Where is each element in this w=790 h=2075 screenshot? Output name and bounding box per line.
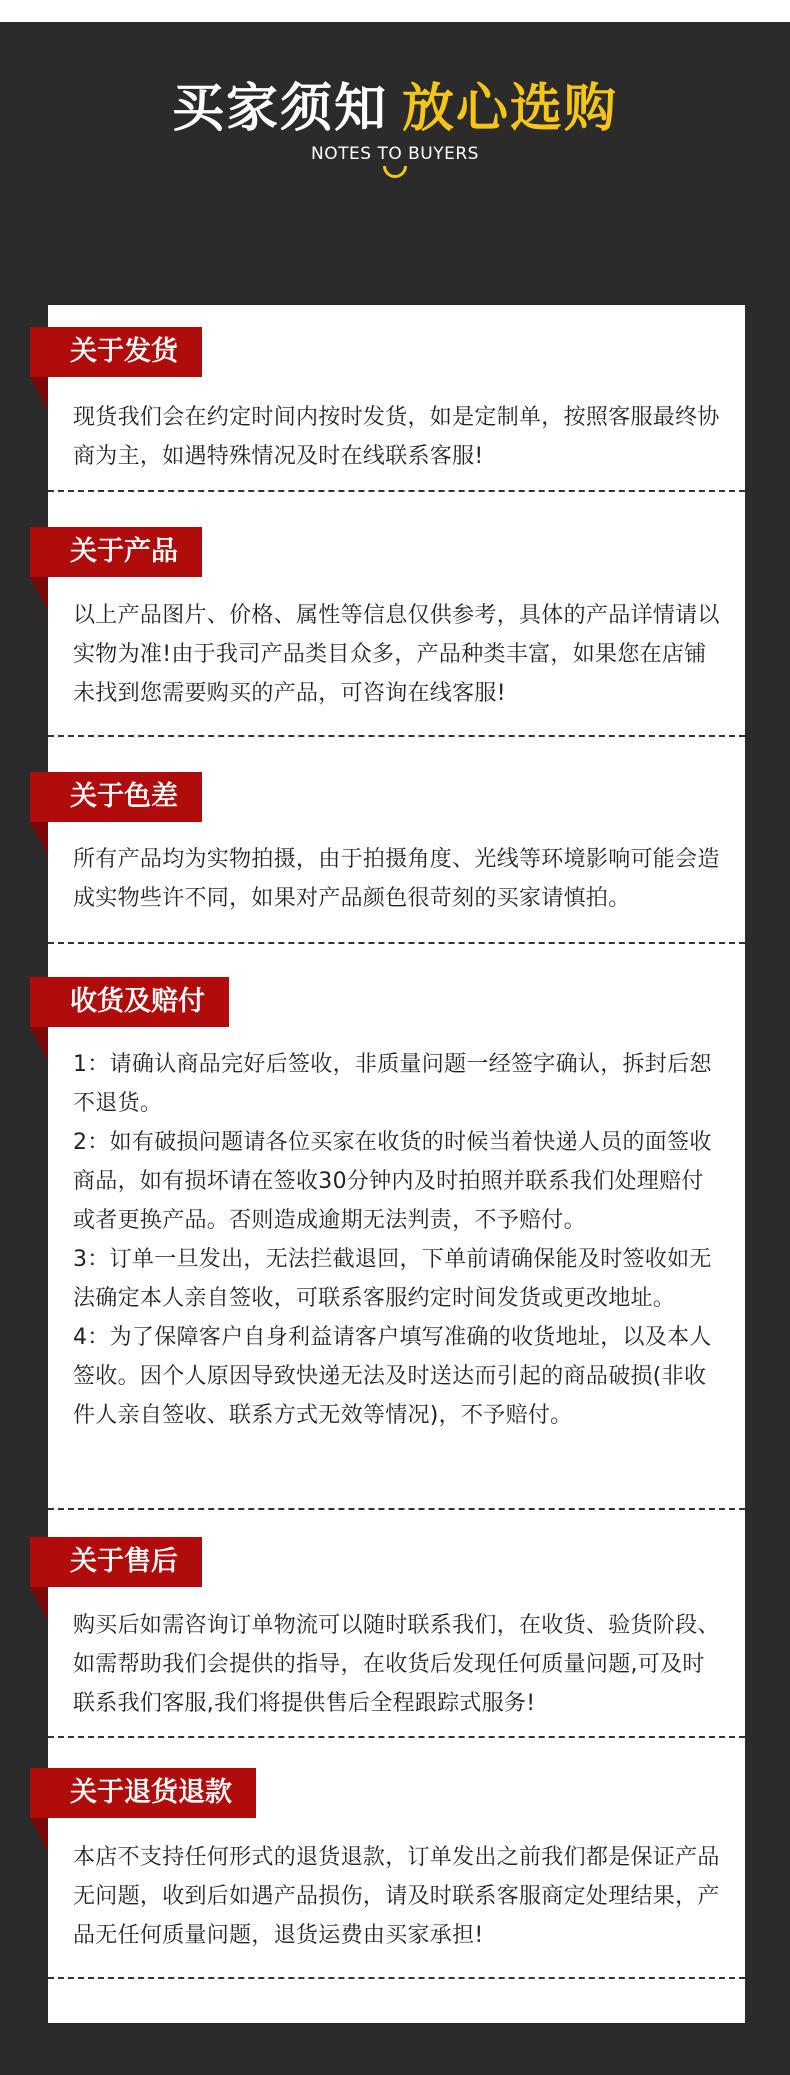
body-line: 1：请确认商品完好后签收，非质量问题一经签字确认，拆封后恕不退货。 — [73, 1052, 712, 1116]
section-title: 收货及赔付 — [30, 977, 229, 1027]
page-header — [0, 78, 790, 178]
ribbon-fold — [30, 577, 48, 611]
divider — [48, 1977, 745, 1979]
title-white: 买家须知 — [171, 79, 388, 139]
section-body — [73, 398, 725, 476]
body-line: 3：订单一旦发出，无法拦截退回，下单前请确保能及时签收如无法确定本人亲自签收，可联系客服约定时间发货或更改地址。 — [73, 1247, 712, 1311]
ribbon-fold — [30, 377, 48, 411]
body-line: 现货我们会在约定时间内按时发货，如是定制单，按照客服最终协商为主，如遇特殊情况及时在线联系客服! — [73, 405, 720, 469]
page-title — [0, 78, 790, 140]
smile-arc-icon — [383, 166, 407, 178]
section-body — [73, 840, 725, 918]
title-yellow: 放心选购 — [402, 79, 619, 139]
notice-card — [48, 305, 745, 2023]
section-title: 关于色差 — [30, 772, 202, 822]
body-line: 以上产品图片、价格、属性等信息仅供参考，具体的产品详情请以实物为准!由于我司产品类目众多，产品种类丰富，如果您在店铺未找到您需要购买的产品，可咨询在线客服! — [73, 603, 720, 706]
body-line: 购买后如需咨询订单物流可以随时联系我们，在收货、验货阶段、如需帮助我们会提供的指导，在收货后发现任何质量问题,可及时联系我们客服,我们将提供售后全程跟踪式服务! — [73, 1613, 720, 1716]
section-title: 关于售后 — [30, 1537, 202, 1587]
ribbon-fold — [30, 1587, 48, 1621]
section-body — [73, 1045, 725, 1435]
section-body — [73, 1838, 725, 1955]
ribbon-fold — [30, 1818, 48, 1852]
body-line: 所有产品均为实物拍摄，由于拍摄角度、光线等环境影响可能会造成实物些许不同，如果对产品颜色很苛刻的买家请慎拍。 — [73, 847, 720, 911]
body-line: 4：为了保障客户自身利益请客户填写准确的收货地址，以及本人签收。因个人原因导致快递无法及时送达而引起的商品破损(非收件人亲自签收、联系方式无效等情况)，不予赔付。 — [73, 1325, 712, 1428]
section-body — [73, 596, 725, 713]
divider — [48, 1508, 745, 1510]
section-title: 关于退货退款 — [30, 1768, 256, 1818]
page-subtitle: NOTES TO BUYERS — [311, 144, 479, 164]
ribbon-fold — [30, 1027, 48, 1061]
section-title: 关于发货 — [30, 327, 202, 377]
section-title: 关于产品 — [30, 527, 202, 577]
divider — [48, 942, 745, 944]
ribbon-fold — [30, 822, 48, 856]
section-body — [73, 1606, 725, 1723]
divider — [48, 1736, 745, 1738]
divider — [48, 490, 745, 492]
body-line: 本店不支持任何形式的退货退款，订单发出之前我们都是保证产品无问题，收到后如遇产品损伤，请及时联系客服商定处理结果，产品无任何质量问题，退货运费由买家承担! — [73, 1845, 720, 1948]
divider — [48, 735, 745, 737]
body-line: 2：如有破损问题请各位买家在收货的时候当着快递人员的面签收商品，如有损坏请在签收30分钟内及时拍照并联系我们处理赔付或者更换产品。否则造成逾期无法判责，不予赔付。 — [73, 1130, 712, 1233]
